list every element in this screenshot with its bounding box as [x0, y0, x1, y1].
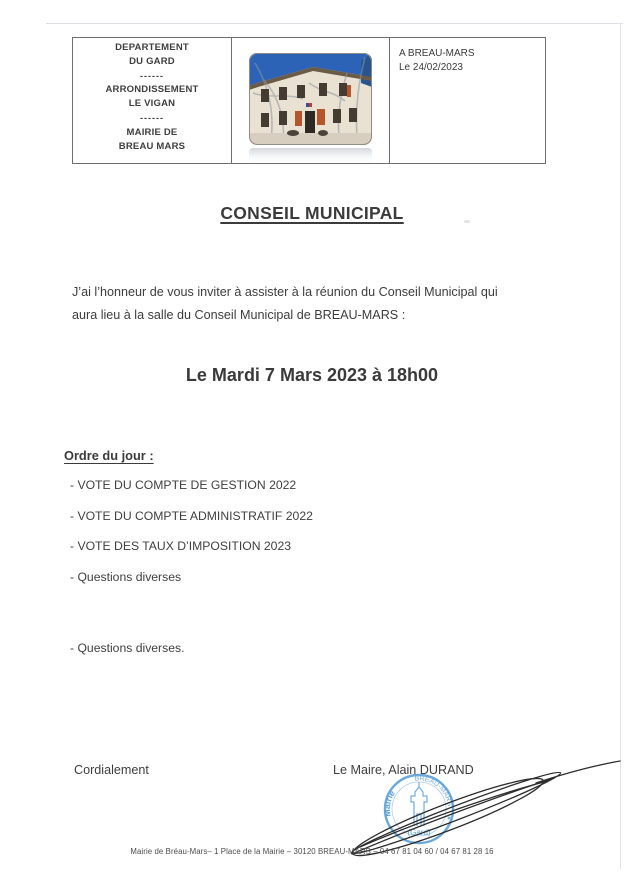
footer-address: Mairie de Bréau-Mars– 1 Place de la Mairie – 30120 BREAU-MARS – 04 67 81 04 60 / 04 67 81 28 16 [130, 847, 494, 856]
agenda-item: - VOTE DU COMPTE ADMINISTRATIF 2022 [70, 508, 313, 523]
meeting-datetime: Le Mardi 7 Mars 2023 à 18h00 [185, 365, 439, 385]
letterhead-photo-cell [232, 38, 390, 163]
intro-paragraph [72, 281, 547, 326]
letterhead-administrative-block [73, 38, 232, 163]
agenda-item: - VOTE DES TAUX D’IMPOSITION 2023 [70, 539, 292, 553]
stamp-bottom-text: (Gard) [407, 828, 431, 837]
letterhead-line: ARRONDISSEMENT [105, 84, 199, 96]
letterhead-line: MAIRIE DE [126, 126, 178, 138]
document-title: CONSEIL MUNICIPAL [220, 203, 404, 223]
intro-line: J’ai l’honneur de vous inviter à assister à la réunion du Conseil Municipal qui [72, 285, 498, 299]
stamp-arc-text-right: BREAU-MARS [414, 775, 453, 807]
scan-artifact-line [620, 23, 621, 869]
letterhead-line: BREAU MARS [118, 140, 186, 152]
agenda-extra-item: - Questions diverses. [70, 641, 185, 655]
agenda-item: - Questions diverses [70, 569, 182, 584]
place-line: A BREAU-MARS [399, 48, 475, 59]
letterhead-place-date-block [390, 38, 545, 163]
signer-name: Le Maire, Alain DURAND [333, 763, 474, 777]
scan-artifact-line [46, 23, 623, 24]
separator-dashes: ------ [140, 71, 164, 82]
separator-dashes: ------ [140, 113, 164, 124]
letterhead-table [72, 37, 546, 164]
agenda-heading: Ordre du jour : [64, 448, 154, 463]
intro-line: aura lieu à la salle du Conseil Municipal de BREAU-MARS : [72, 307, 406, 322]
date-line: Le 24/02/2023 [399, 62, 463, 73]
salutation: Cordialement [74, 763, 149, 777]
agenda-item: - VOTE DU COMPTE DE GESTION 2022 [70, 478, 297, 492]
photo-reflection [249, 148, 372, 163]
letterhead-line: DU GARD [129, 56, 175, 68]
letterhead-line: DEPARTEMENT [115, 42, 189, 53]
stamp-arc-text-left: Mairie [381, 788, 397, 818]
mairie-building-photo [249, 53, 372, 145]
agenda-list [70, 479, 313, 601]
letterhead-line: LE VIGAN [128, 98, 176, 110]
